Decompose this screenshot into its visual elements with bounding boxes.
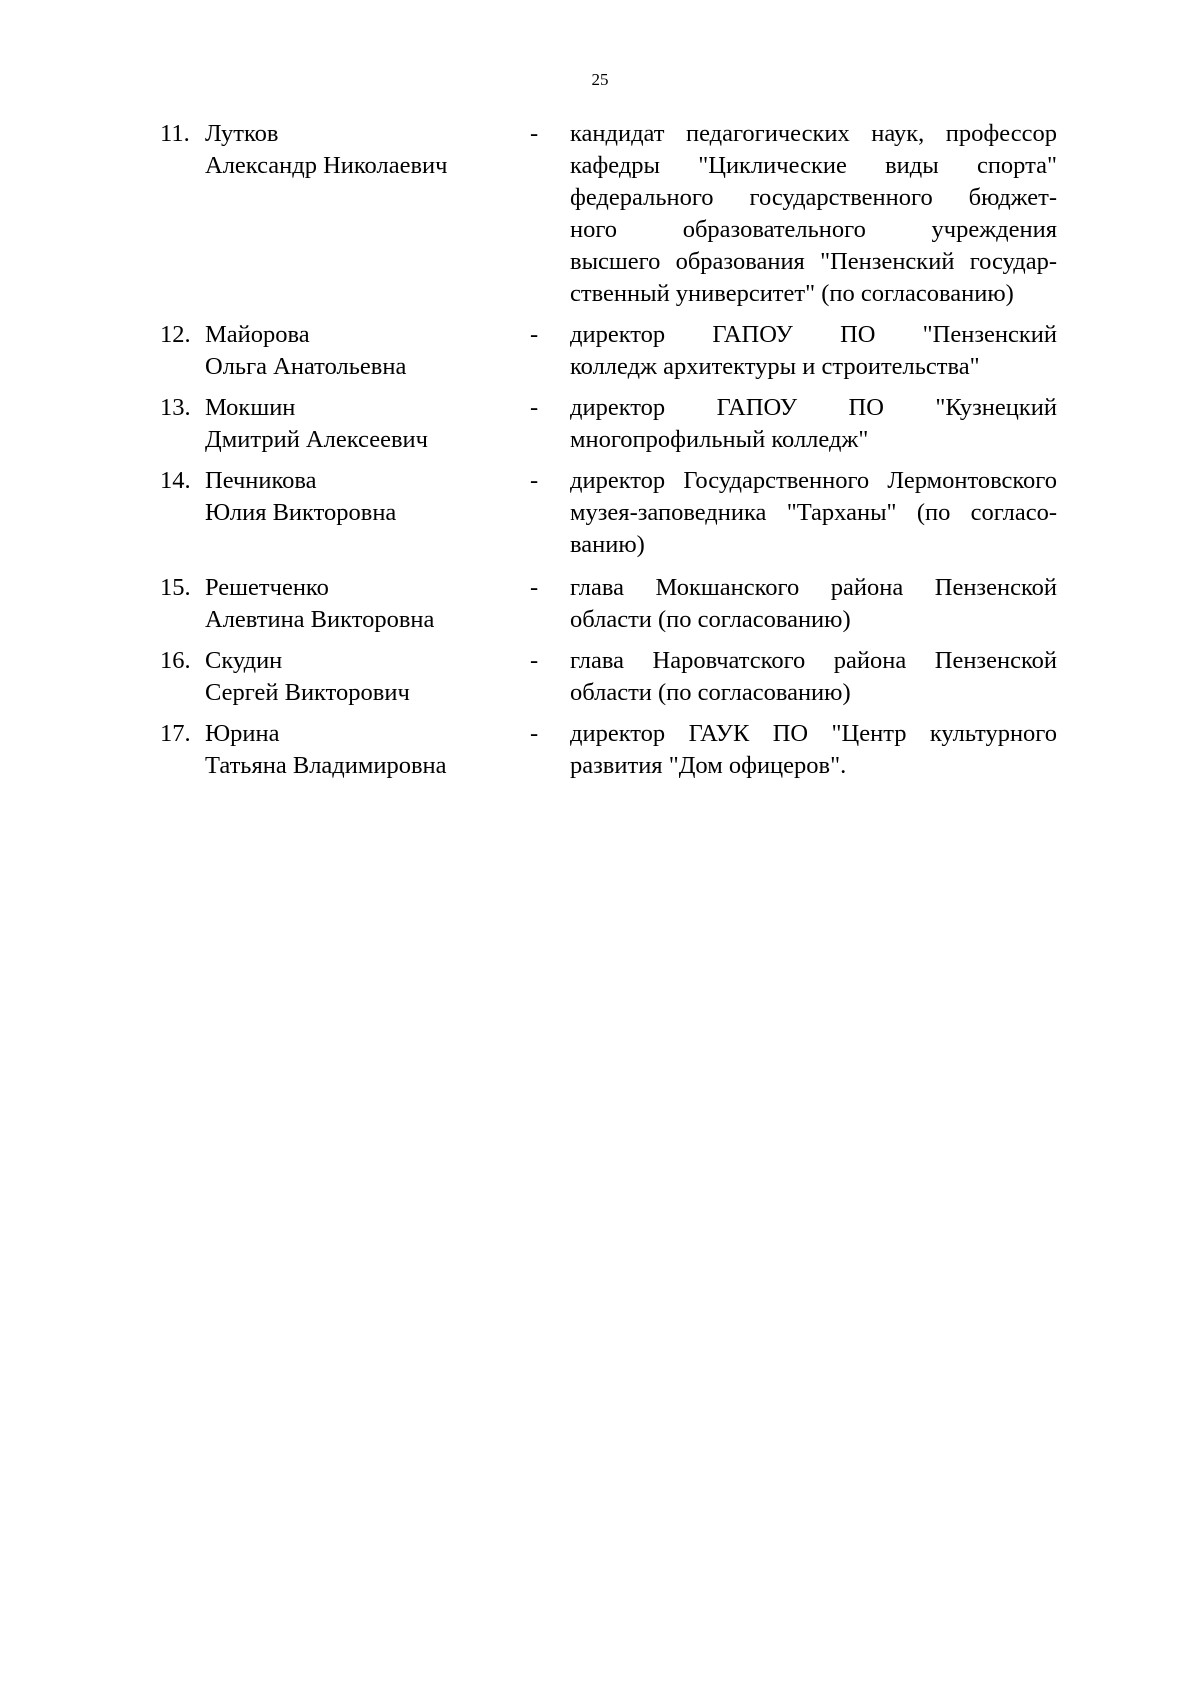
description-line: музея-заповедника "Тарханы" (по согласо- (570, 499, 1057, 526)
description-line: директор ГАПОУ ПО "Кузнецкий (570, 394, 1057, 421)
given-names: Дмитрий Алексеевич (205, 426, 428, 453)
person-name (205, 465, 530, 529)
position-description (570, 572, 1057, 636)
person-name (205, 718, 530, 782)
dash-separator: - (530, 467, 539, 494)
dash-separator: - (530, 394, 539, 421)
item-number: 14. (160, 467, 191, 494)
item-number: 11. (160, 120, 190, 147)
description-line: ванию) (570, 531, 645, 558)
dash-separator: - (530, 321, 539, 348)
item-number: 15. (160, 574, 191, 601)
list-item (160, 392, 1140, 456)
description-line: директор ГАУК ПО "Центр культурного (570, 720, 1057, 747)
position-description (570, 465, 1057, 561)
given-names: Александр Николаевич (205, 152, 448, 179)
person-name (205, 645, 530, 709)
description-line: федерального государственного бюджет- (570, 184, 1057, 211)
description-line: директор ГАПОУ ПО "Пензенский (570, 321, 1057, 348)
description-line: директор Государственного Лермонтовского (570, 467, 1057, 494)
description-line: развития "Дом офицеров". (570, 752, 847, 779)
surname: Решетченко (205, 574, 329, 601)
description-line: высшего образования "Пензенский государ- (570, 248, 1057, 275)
position-description (570, 645, 1057, 709)
description-line: глава Мокшанского района Пензенской (570, 574, 1057, 601)
item-number: 13. (160, 394, 191, 421)
surname: Майорова (205, 321, 310, 348)
list-item (160, 465, 1140, 561)
description-line: области (по согласованию) (570, 679, 851, 706)
person-name (205, 392, 530, 456)
list-item (160, 645, 1140, 709)
description-line: многопрофильный колледж" (570, 426, 869, 453)
description-line: ственный университет" (по согласованию) (570, 280, 1014, 307)
dash-separator: - (530, 120, 539, 147)
position-description (570, 392, 1057, 456)
description-line: кандидат педагогических наук, профессор (570, 120, 1057, 147)
list-item (160, 718, 1140, 782)
dash-separator: - (530, 574, 539, 601)
surname: Лутков (205, 120, 279, 147)
person-name (205, 319, 530, 383)
given-names: Юлия Викторовна (205, 499, 397, 526)
position-description (570, 319, 1057, 383)
item-number: 17. (160, 720, 191, 747)
list-item (160, 118, 1140, 310)
position-description (570, 718, 1057, 782)
description-line: колледж архитектуры и строительства" (570, 353, 980, 380)
position-description (570, 118, 1057, 310)
surname: Юрина (205, 720, 280, 747)
description-line: кафедры "Циклические виды спорта" (570, 152, 1057, 179)
surname: Мокшин (205, 394, 296, 421)
member-list (160, 118, 1140, 782)
given-names: Сергей Викторович (205, 679, 410, 706)
person-name (205, 572, 530, 636)
given-names: Татьяна Владимировна (205, 752, 447, 779)
person-name (205, 118, 530, 182)
dash-separator: - (530, 647, 539, 674)
surname: Печникова (205, 467, 317, 494)
item-number: 16. (160, 647, 191, 674)
page-number: 25 (591, 70, 609, 89)
list-item (160, 572, 1140, 636)
description-line: ного образовательного учреждения (570, 216, 1057, 243)
dash-separator: - (530, 720, 539, 747)
description-line: глава Наровчатского района Пензенской (570, 647, 1057, 674)
description-line: области (по согласованию) (570, 606, 851, 633)
list-item (160, 319, 1140, 383)
surname: Скудин (205, 647, 283, 674)
given-names: Алевтина Викторовна (205, 606, 435, 633)
item-number: 12. (160, 321, 191, 348)
given-names: Ольга Анатольевна (205, 353, 407, 380)
